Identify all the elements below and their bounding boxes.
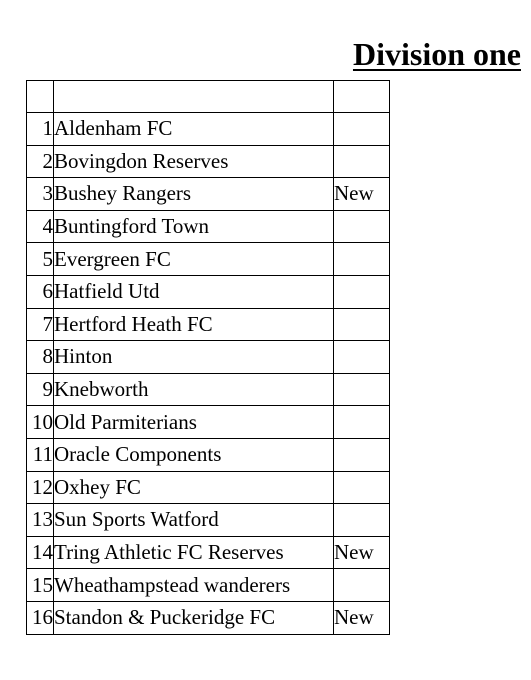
row-note [334, 569, 390, 602]
row-number: 15 [27, 569, 54, 602]
row-note [334, 145, 390, 178]
row-note [334, 113, 390, 146]
team-name: Buntingford Town [54, 210, 334, 243]
team-name: Sun Sports Watford [54, 504, 334, 537]
row-note [334, 275, 390, 308]
table-header-row [27, 81, 390, 113]
table-row [27, 504, 390, 537]
table-row [27, 275, 390, 308]
row-number: 7 [27, 308, 54, 341]
row-number: 4 [27, 210, 54, 243]
row-note [334, 341, 390, 374]
team-name: Wheathampstead wanderers [54, 569, 334, 602]
table-row [27, 113, 390, 146]
row-number: 10 [27, 406, 54, 439]
row-note: New [334, 601, 390, 634]
row-number: 11 [27, 438, 54, 471]
table-row [27, 210, 390, 243]
page-title: Division one [352, 36, 521, 72]
table-row [27, 471, 390, 504]
team-name: Old Parmiterians [54, 406, 334, 439]
header-cell-number [27, 81, 54, 113]
team-name: Oracle Components [54, 438, 334, 471]
team-table-body [27, 81, 390, 635]
row-note [334, 210, 390, 243]
team-name: Hinton [54, 341, 334, 374]
table-row [27, 569, 390, 602]
row-number: 5 [27, 243, 54, 276]
row-note [334, 471, 390, 504]
team-name: Bushey Rangers [54, 178, 334, 211]
row-note: New [334, 536, 390, 569]
team-name: Evergreen FC [54, 243, 334, 276]
team-name: Knebworth [54, 373, 334, 406]
table-row [27, 438, 390, 471]
row-note [334, 406, 390, 439]
row-number: 9 [27, 373, 54, 406]
table-row [27, 341, 390, 374]
team-name: Hatfield Utd [54, 275, 334, 308]
table-row [27, 536, 390, 569]
row-number: 16 [27, 601, 54, 634]
row-note [334, 438, 390, 471]
team-name: Standon & Puckeridge FC [54, 601, 334, 634]
row-number: 14 [27, 536, 54, 569]
team-name: Oxhey FC [54, 471, 334, 504]
row-number: 12 [27, 471, 54, 504]
header-cell-team [54, 81, 334, 113]
team-table [26, 80, 390, 635]
row-number: 8 [27, 341, 54, 374]
row-note [334, 504, 390, 537]
table-row [27, 178, 390, 211]
team-name: Hertford Heath FC [54, 308, 334, 341]
team-name: Tring Athletic FC Reserves [54, 536, 334, 569]
row-note: New [334, 178, 390, 211]
row-note [334, 373, 390, 406]
table-row [27, 308, 390, 341]
row-note [334, 308, 390, 341]
table-row [27, 243, 390, 276]
table-row [27, 373, 390, 406]
table-row [27, 406, 390, 439]
row-number: 2 [27, 145, 54, 178]
row-number: 6 [27, 275, 54, 308]
row-number: 3 [27, 178, 54, 211]
row-note [334, 243, 390, 276]
header-cell-note [334, 81, 390, 113]
row-number: 1 [27, 113, 54, 146]
table-row [27, 145, 390, 178]
team-name: Bovingdon Reserves [54, 145, 334, 178]
table-row [27, 601, 390, 634]
team-name: Aldenham FC [54, 113, 334, 146]
row-number: 13 [27, 504, 54, 537]
